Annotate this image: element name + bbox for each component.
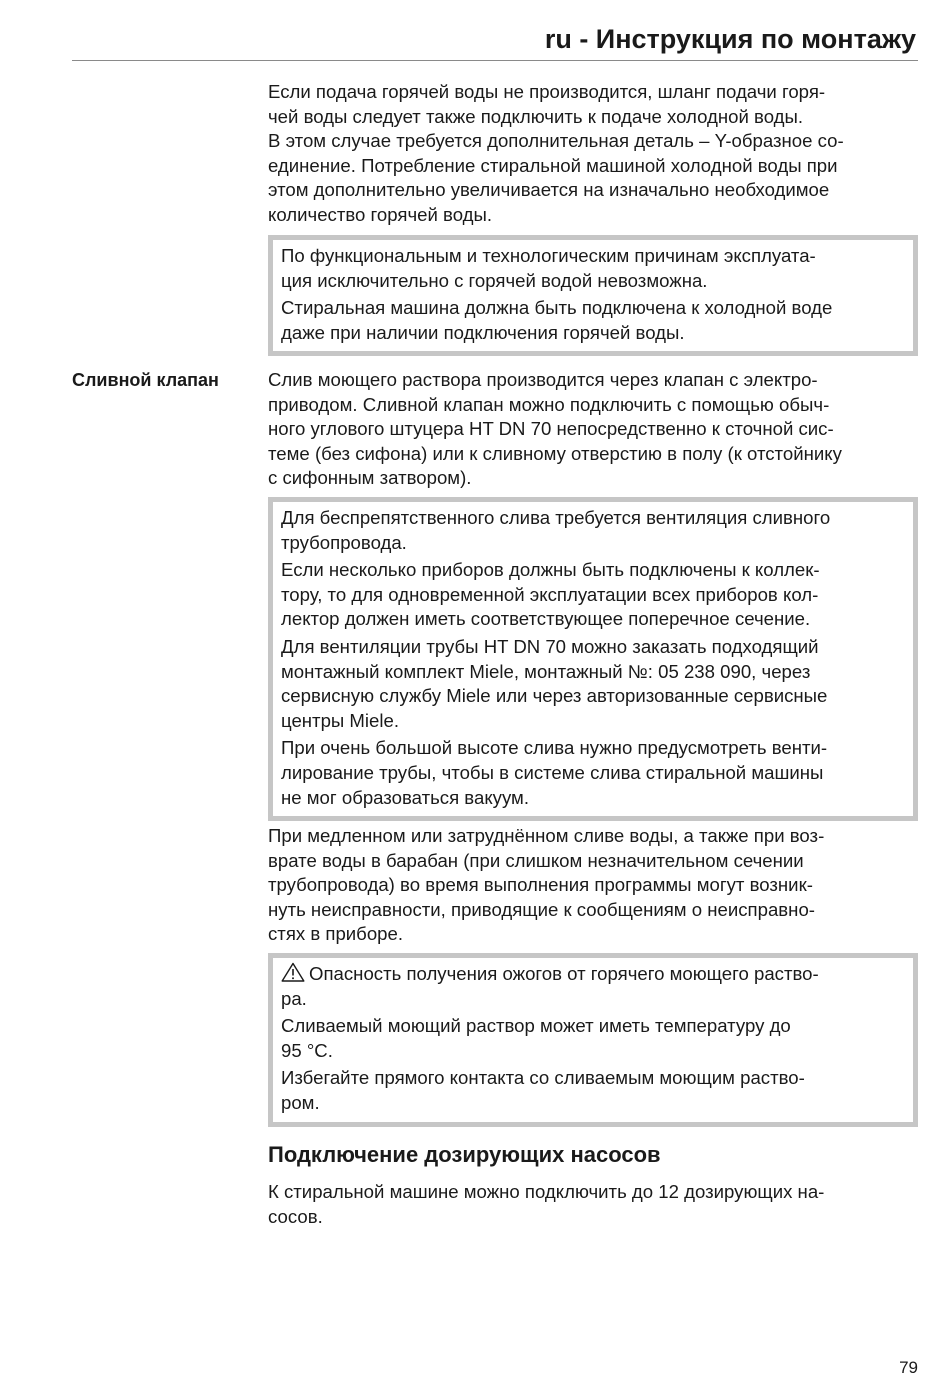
page-header (72, 20, 918, 61)
note-line: При очень большой высоте слива нужно предусмотреть венти- лирование трубы, чтобы в системе слива стиральной машины не мог образоваться вакуум. (281, 737, 828, 808)
text-line: врате воды в барабан (при слишком незначительном сечении (268, 849, 804, 871)
note-line: Для беспрепятственного слива требуется вентиляция сливного трубопровода. (281, 507, 831, 553)
dosing-pumps-paragraph (268, 1180, 918, 1229)
header-title: ru - Инструкция по монтажу (544, 24, 916, 54)
text-line: сосов. (268, 1205, 323, 1227)
text-line: В этом случае требуется дополнительная деталь – Y-образное со- (268, 130, 844, 152)
text-line: чей воды следует также подключить к подаче холодной воды. (268, 105, 804, 127)
note-box-ventilation (268, 497, 918, 821)
text-line: ного углового штуцера HT DN 70 непосредственно к сточной сис- (268, 418, 834, 440)
note-box-hot-water (268, 235, 918, 356)
text-line: единение. Потребление стиральной машиной холодной воды при (268, 154, 838, 176)
warning-triangle-icon (281, 962, 305, 982)
text-line: этом дополнительно увеличивается на изначально необходимое (268, 179, 830, 201)
text-line: Слив моющего раствора производится через клапан с электро- (268, 369, 818, 390)
text-line: теме (без сифона) или к сливному отверстию в полу (к отстойнику (268, 442, 842, 464)
drain-valve-paragraph (268, 368, 918, 491)
text-line: К стиральной машине можно подключить до 12 дозирующих на- (268, 1181, 825, 1202)
text-line: с сифонным затвором). (268, 467, 472, 489)
warning-box-burn (268, 953, 918, 1127)
note-line: Избегайте прямого контакта со сливаемым моющим раство- ром. (281, 1067, 805, 1113)
text-line: нуть неисправности, приводящие к сообщениям о неисправно- (268, 898, 815, 920)
note-line: Опасность получения ожогов от горячего моющего раство- ра. (281, 963, 819, 1009)
text-line: При медленном или затруднённом сливе воды, а также при воз- (268, 825, 825, 846)
text-line: Если подача горячей воды не производится, шланг подачи горя- (268, 81, 826, 102)
note-line: Если несколько приборов должны быть подключены к коллек- тору, то для одновременной эксплуатации всех приборов кол- лектор должен иметь соответствующее поперечное сечение. (281, 559, 820, 630)
note-line: По функциональным и технологическим причинам эксплуата- ция исключительно с горячей водой невозможна. (281, 245, 816, 291)
note-line: Сливаемый моющий раствор может иметь температуру до 95 °C. (281, 1015, 791, 1061)
text-line: приводом. Сливной клапан можно подключить с помощью обыч- (268, 393, 830, 415)
drain-valve-label: Сливной клапан (72, 370, 219, 390)
note-line: Стиральная машина должна быть подключена к холодной воде даже при наличии подключения горячей воды. (281, 297, 833, 343)
section-heading-dosing-pumps: Подключение дозирующих насосов (268, 1142, 661, 1167)
intro-paragraph (268, 80, 918, 228)
text-line: стях в приборе. (268, 923, 404, 945)
text-line: количество горячей воды. (268, 203, 493, 225)
page-number: 79 (899, 1358, 918, 1377)
note-line: Для вентиляции трубы HT DN 70 можно заказать подходящий монтажный комплект Miele, монтажный №: 05 238 090, через сервисную службу Miele или через авторизованные сервисные центры Miele. (281, 635, 828, 731)
slow-drain-paragraph (268, 824, 918, 947)
text-line: трубопровода) во время выполнения программы могут возник- (268, 874, 813, 896)
